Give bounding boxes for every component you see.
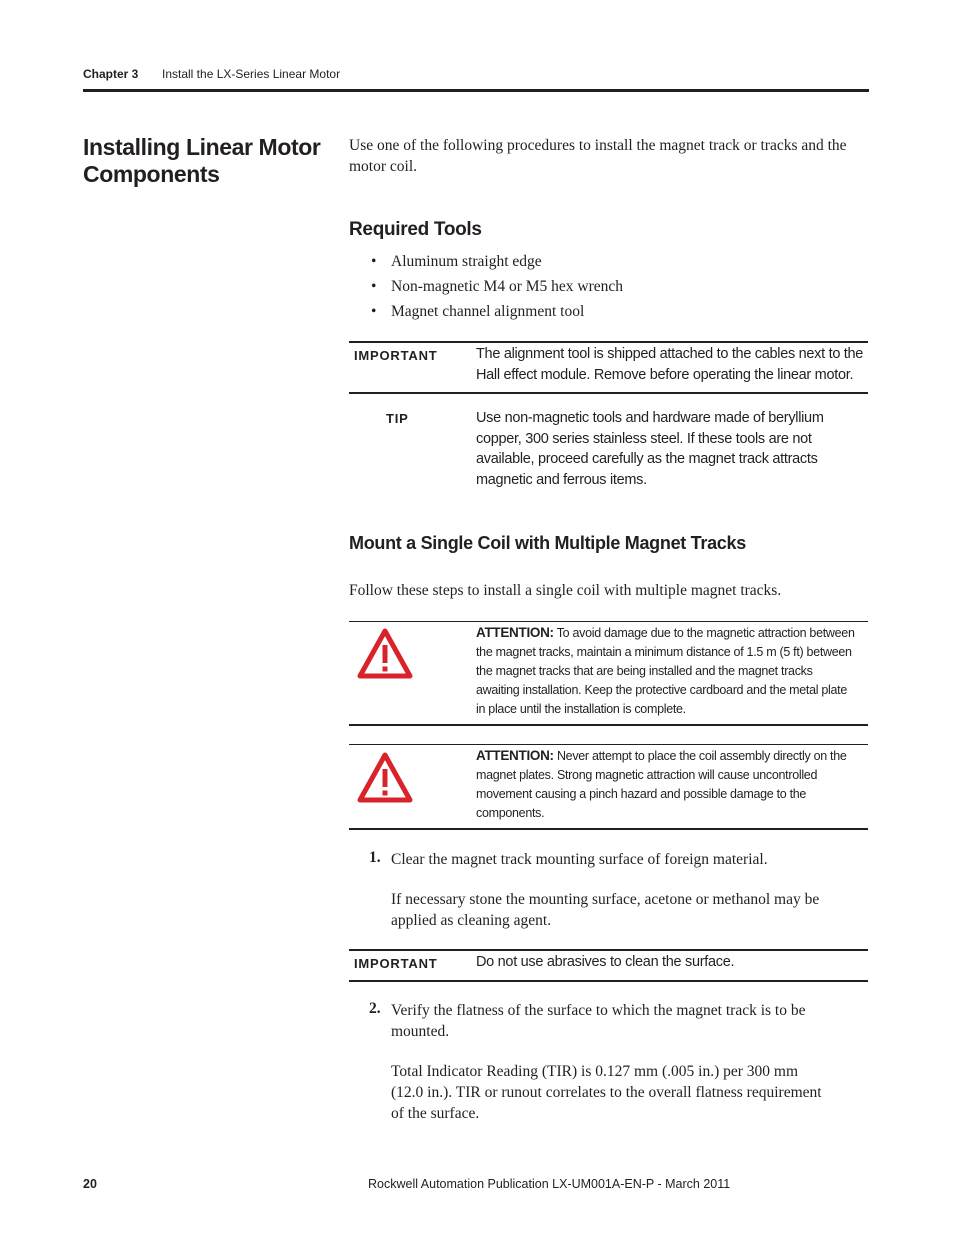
required-tools-heading: Required Tools <box>349 219 482 240</box>
chapter-label: Chapter 3 <box>83 67 139 81</box>
chapter-title: Install the LX-Series Linear Motor <box>162 67 341 81</box>
important-bottom-rule <box>349 980 868 982</box>
important-top-rule <box>349 949 868 951</box>
attention-bottom-rule <box>349 724 868 726</box>
important-text: Do not use abrasives to clean the surface. <box>476 954 735 970</box>
step-number: 1. <box>369 849 381 866</box>
mount-heading: Mount a Single Coil with Multiple Magnet Tracks <box>349 533 746 553</box>
attention-label: ATTENTION: <box>476 625 554 640</box>
important-top-rule <box>349 341 868 343</box>
step-text: Verify the flatness of the surface to which the magnet track is to be mounted. <box>391 1002 806 1040</box>
step-detail: If necessary stone the mounting surface, acetone or methanol may be applied as cleaning agent. <box>391 891 820 929</box>
header-rule <box>83 89 869 92</box>
list-item: • Aluminum straight edge <box>371 251 623 276</box>
attention-bottom-rule <box>349 828 868 830</box>
tip-label: TIP <box>386 411 409 426</box>
intro-paragraph: Use one of the following procedures to install the magnet track or tracks and the motor coil. <box>349 137 847 175</box>
attention-top-rule <box>349 744 868 745</box>
attention-text <box>476 623 858 719</box>
important-label: IMPORTANT <box>354 956 438 971</box>
section-title: Installing Linear Motor Components <box>83 134 321 187</box>
warning-triangle-icon <box>357 752 413 809</box>
important-bottom-rule <box>349 392 868 394</box>
list-item: • Magnet channel alignment tool <box>371 301 623 326</box>
warning-triangle-icon <box>357 628 413 685</box>
attention-body: To avoid damage due to the magnetic attraction between the magnet tracks, maintain a minimum distance of 1.5 m (5 ft) between the magnet tracks that are being installed and the magnet tracks awaiting installation. Keep the protective cardboard and the metal plate in place until the installation is complete. <box>476 626 855 716</box>
step-text: Clear the magnet track mounting surface of foreign material. <box>391 851 768 868</box>
attention-body: Never attempt to place the coil assembly directly on the magnet plates. Strong magnetic attraction will cause uncontrolled movement causing a pinch hazard and possible damage to the components. <box>476 749 847 820</box>
mount-intro: Follow these steps to install a single coil with multiple magnet tracks. <box>349 582 782 599</box>
page-number: 20 <box>83 1177 97 1191</box>
step-detail: Total Indicator Reading (TIR) is 0.127 mm (.005 in.) per 300 mm (12.0 in.). TIR or runout correlates to the overall flatness requirement of the surface. <box>391 1063 822 1122</box>
attention-text <box>476 746 858 823</box>
step-number: 2. <box>369 1000 381 1017</box>
list-item: • Non-magnetic M4 or M5 hex wrench <box>371 276 623 301</box>
important-label: IMPORTANT <box>354 348 438 363</box>
publication-info: Rockwell Automation Publication LX-UM001A-EN-P - March 2011 <box>368 1177 731 1191</box>
attention-label: ATTENTION: <box>476 748 554 763</box>
important-text: The alignment tool is shipped attached to the cables next to the Hall effect module. Remove before operating the linear motor. <box>476 346 864 383</box>
attention-top-rule <box>349 621 868 622</box>
tip-text: Use non-magnetic tools and hardware made of beryllium copper, 300 series stainless steel. If these tools are not available, proceed carefully as the magnet track attracts magnetic and ferrous items. <box>476 410 824 488</box>
required-tools-list <box>371 251 623 326</box>
